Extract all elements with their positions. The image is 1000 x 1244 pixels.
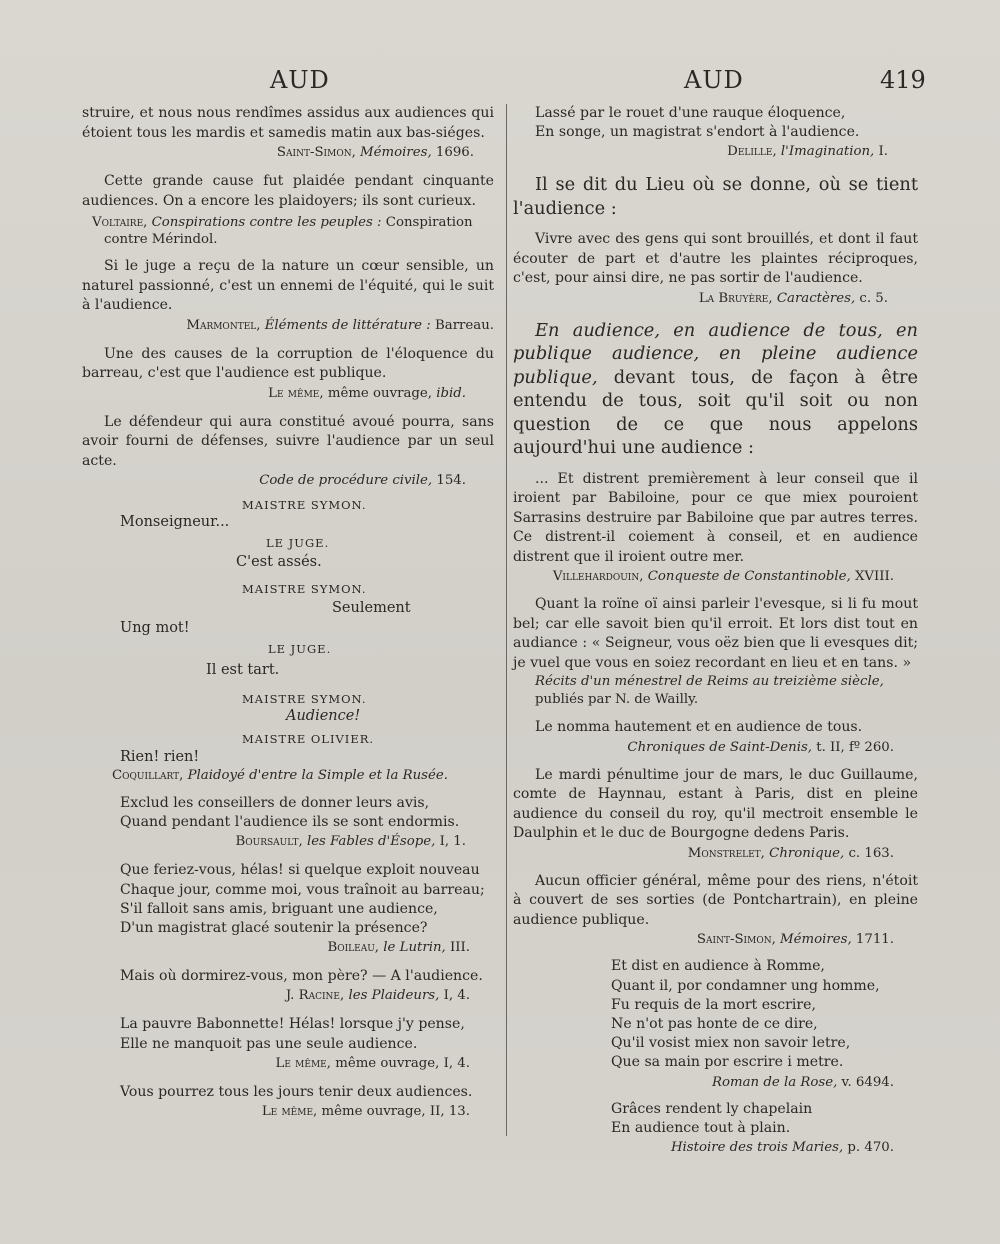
verse-line: Fu requis de la mort escrire,	[611, 996, 816, 1013]
speaker-label: LE JUGE.	[266, 536, 330, 550]
verse-line: Quand pendant l'audience ils se sont endormis.	[120, 814, 460, 831]
left-column	[82, 104, 494, 1121]
speaker-label: MAISTRE OLIVIER.	[242, 732, 375, 746]
quote: ... Et distrent premièrement à leur conseil que il iroient par Babiloine, pour ce que miex pouroient Sarrasins destruire par Babiloine que par autres terres. Ce distrent-il coiement à conseil, et en audience distrent que il iroient outre mer.	[513, 470, 918, 565]
citation: Monstrelet, Chronique, c. 163.	[687, 845, 894, 861]
quote: Aucun officier général, même pour des riens, n'étoit à couvert de ses sorties (de Pontchartrain), en pleine audience publique.	[513, 872, 918, 928]
citation: Villehardouin, Conqueste de Constantinoble, XVIII.	[552, 569, 894, 585]
verse-line: Mais où dormirez-vous, mon père? — A l'audience.	[120, 968, 483, 985]
definition: Il se dit du Lieu où se donne, où se tient l'audience :	[513, 174, 918, 219]
citation: Récits d'un ménestrel de Reims au treizième siècle, publiés par N. de Wailly.	[535, 674, 884, 708]
quote: Si le juge a reçu de la nature un cœur sensible, un naturel passionné, c'est un ennemi de l'équité, qui le suit à l'audience.	[82, 258, 494, 313]
dialogue-line: Seulement	[332, 600, 411, 616]
quote: Le défendeur qui aura constitué avoué pourra, sans avoir fourni de défenses, suivre l'audience par un seul acte.	[82, 413, 494, 469]
quote: Quant la roïne oï ainsi parleir l'evesque, si li fu mout bel; car elle savoit bien qu'il erroit. Et lors dist tout en audiance : « Seigneur, vous oëz bien que li evesques dit; je vuel que vous en soiez recordant en lieu et en tans. »	[513, 596, 918, 671]
citation: Le même, même ouvrage, I, 4.	[275, 1055, 470, 1071]
quote: Une des causes de la corruption de l'éloquence du barreau, c'est que l'audience est publique.	[82, 345, 494, 381]
quote: Vivre avec des gens qui sont brouillés, et dont il faut écouter de part et d'autre les plaintes réciproques, c'est, pour ainsi dire, ne pas sortir de l'audience.	[513, 231, 918, 287]
verse-line: Qu'il vosist miex non savoir letre,	[611, 1035, 851, 1052]
citation: Roman de la Rose, v. 6494.	[712, 1074, 894, 1090]
citation: Histoire des trois Maries, p. 470.	[670, 1140, 894, 1156]
verse-line: Vous pourrez tous les jours tenir deux audiences.	[120, 1083, 473, 1100]
verse-quote	[82, 967, 494, 986]
dialogue-line: Monseigneur...	[120, 514, 230, 530]
dialogue-line: Rien! rien!	[120, 749, 200, 765]
verse-line: En songe, un magistrat s'endort à l'audience.	[535, 124, 860, 141]
speaker-label: MAISTRE SYMON.	[242, 582, 367, 596]
citation: Le même, même ouvrage, ibid.	[268, 385, 466, 401]
verse-line: Que feriez-vous, hélas! si quelque exploit nouveau	[120, 862, 480, 879]
citation: Chroniques de Saint-Denis, t. II, fº 260.	[627, 739, 894, 755]
speaker-label: MAISTRE SYMON.	[242, 692, 367, 706]
citation: Voltaire, Conspirations contre les peuples : Conspiration contre Mérindol.	[92, 215, 473, 247]
right-column	[513, 104, 918, 1157]
verse-line: Grâces rendent ly chapelain	[611, 1100, 813, 1117]
citation: Boileau, le Lutrin, III.	[327, 940, 470, 956]
running-head-right: AUD	[684, 66, 744, 94]
verse-line: Chaque jour, comme moi, vous traînoit au barreau;	[120, 881, 485, 898]
citation: Le même, même ouvrage, II, 13.	[261, 1104, 470, 1120]
speaker-label: MAISTRE SYMON.	[242, 498, 367, 512]
verse-quote	[82, 1015, 494, 1053]
verse-line: Exclud les conseillers de donner leurs avis,	[120, 795, 430, 811]
verse-quote	[513, 1100, 918, 1138]
column-divider	[506, 104, 507, 1136]
citation: La Bruyère, Caractères, c. 5.	[698, 290, 888, 306]
verse-line: Lassé par le rouet d'une rauque éloquence,	[535, 105, 846, 121]
verse-line: Elle ne manquoit pas une seule audience.	[120, 1035, 418, 1052]
quote: struire, et nous nous rendîmes assidus aux audiences qui étoient tous les mardis et samedis matin aux bas-siéges.	[82, 105, 494, 141]
quote: Le mardi pénultime jour de mars, le duc Guillaume, comte de Haynnau, estant à Paris, dist en pleine audience du conseil du roy, qu'il mectroit ensemble le Daulphin et le duc de Bourgogne dedens Paris.	[513, 766, 918, 842]
verse-quote	[82, 1083, 494, 1102]
quote: Le nomma hautement et en audience de tous.	[535, 719, 863, 736]
verse-line: Et dist en audience à Romme,	[611, 958, 825, 975]
citation: J. Racine, les Plaideurs, I, 4.	[285, 988, 470, 1004]
verse-quote	[513, 957, 918, 1072]
definition: En audience, en audience de tous, en publique audience, en pleine audience publique, devant tous, de façon à être entendu de tous, soit qu'il soit ou non question de ce que nous appelons aujourd'hui une audience :	[513, 319, 918, 459]
verse-quote	[82, 794, 494, 832]
verse-line: Ne n'ot pas honte de ce dire,	[611, 1016, 818, 1033]
page-number: 419	[880, 66, 926, 94]
citation: Code de procédure civile, 154.	[259, 473, 466, 488]
dialogue-line: Il est tart.	[206, 662, 280, 678]
verse-line: En audience tout à plain.	[611, 1119, 791, 1136]
dialogue-line: C'est assés.	[236, 554, 322, 570]
citation: Boursault, les Fables d'Ésope, I, 1.	[235, 834, 466, 850]
verse-line: Quant il, por condamner ung homme,	[611, 977, 880, 994]
citation: Marmontel, Éléments de littérature : Barreau.	[186, 317, 494, 333]
citation: Saint-Simon, Mémoires, 1696.	[276, 145, 474, 160]
dialogue-line: Audience!	[286, 708, 361, 724]
running-head-left: AUD	[270, 66, 330, 94]
citation: Coquillart, Plaidoyé d'entre la Simple et la Rusée.	[112, 768, 448, 783]
dialogue-line: Ung mot!	[120, 620, 190, 636]
verse-line: La pauvre Babonnette! Hélas! lorsque j'y pense,	[120, 1016, 465, 1033]
verse-line: Que sa main por escrire i metre.	[611, 1054, 844, 1071]
verse-line: S'il falloit sans amis, briguant une audience,	[120, 900, 438, 917]
quote: Cette grande cause fut plaidée pendant cinquante audiences. On a encore les plaidoyers; ils sont curieux.	[82, 173, 494, 209]
speaker-label: LE JUGE.	[268, 642, 332, 656]
verse-quote	[82, 861, 494, 938]
citation: Saint-Simon, Mémoires, 1711.	[696, 932, 894, 948]
citation: Delille, l'Imagination, I.	[727, 144, 888, 160]
verse-line: D'un magistrat glacé soutenir la présence?	[120, 920, 428, 937]
verse-quote	[513, 104, 918, 142]
dialogue-excerpt	[82, 498, 494, 726]
